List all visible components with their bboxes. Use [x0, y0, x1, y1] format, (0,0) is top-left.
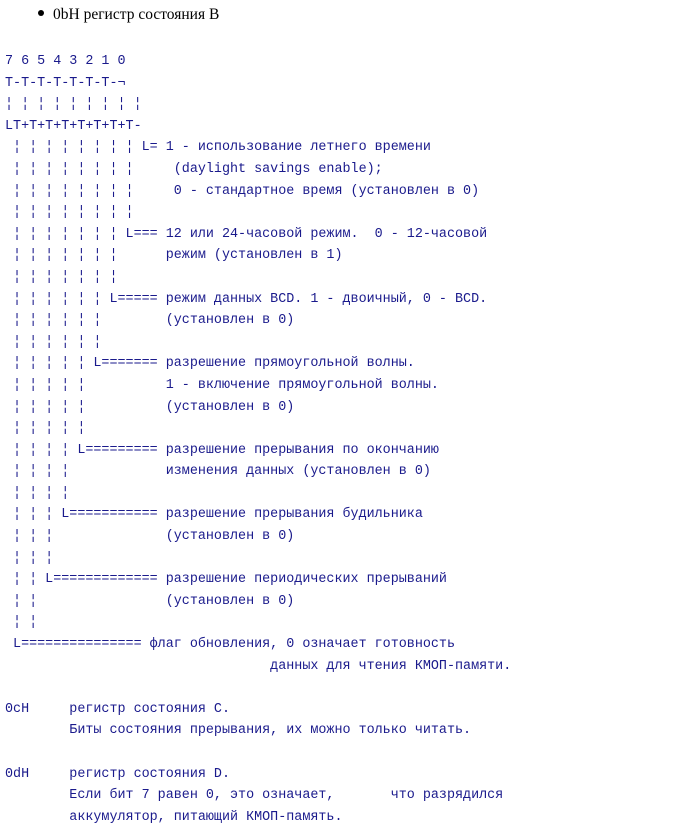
diagram-line: данных для чтения КМОП-памяти. [5, 658, 512, 674]
diagram-line: ¦ ¦ (установлен в 0) [5, 593, 295, 609]
register-b-heading [38, 6, 219, 24]
diagram-line [5, 677, 511, 699]
diagram-line: ¦ ¦ ¦ (установлен в 0) [5, 529, 295, 545]
diagram-line: Если бит 7 равен 0, это означает, что разрядился [5, 788, 504, 804]
diagram-line: T-T-T-T-T-T-T-¬ [5, 75, 126, 91]
diagram-line: LT+T+T+T+T+T+T+T- [5, 118, 142, 134]
diagram-line: 0cH регистр состояния C. [5, 701, 230, 717]
diagram-line: 0dH регистр состояния D. [5, 766, 230, 782]
diagram-line: ¦ ¦ L============= разрешение периодических прерываний [5, 572, 447, 588]
register-b-bit-diagram [5, 51, 511, 828]
diagram-line: ¦ ¦ ¦ ¦ ¦ ¦ ¦ ¦ L= 1 - использование летнего времени [5, 140, 431, 156]
diagram-line: Биты состояния прерывания, их можно только читать. [5, 723, 472, 739]
diagram-line: ¦ ¦ ¦ ¦ ¦ ¦ (установлен в 0) [5, 313, 295, 329]
diagram-line: 7 6 5 4 3 2 1 0 [5, 54, 126, 69]
diagram-line: L=============== флаг обновления, 0 означает готовность [5, 637, 455, 653]
diagram-line: ¦ ¦ ¦ ¦ изменения данных (установлен в 0) [5, 464, 431, 480]
diagram-line: ¦ ¦ ¦ ¦ ¦ ¦ ¦ ¦ 0 - стандартное время (установлен в 0) [5, 183, 480, 199]
diagram-line: ¦ ¦ ¦ [5, 550, 54, 566]
diagram-line: ¦ ¦ ¦ ¦ ¦ ¦ ¦ режим (установлен в 1) [5, 248, 343, 264]
diagram-line: ¦ ¦ ¦ ¦ L========= разрешение прерывания по окончанию [5, 442, 439, 458]
diagram-line: ¦ ¦ ¦ ¦ ¦ ¦ ¦ ¦ ¦ [5, 97, 142, 113]
diagram-line: ¦ ¦ ¦ ¦ ¦ L======= разрешение прямоугольной волны. [5, 356, 415, 372]
diagram-line: ¦ ¦ ¦ ¦ ¦ ¦ ¦ ¦ (daylight savings enable); [5, 161, 383, 177]
diagram-line: ¦ ¦ [5, 615, 38, 631]
diagram-line: ¦ ¦ ¦ L=========== разрешение прерывания будильника [5, 507, 423, 523]
diagram-line: ¦ ¦ ¦ ¦ ¦ ¦ ¦ [5, 269, 118, 285]
bullet-icon [38, 10, 44, 16]
diagram-line: ¦ ¦ ¦ ¦ ¦ ¦ ¦ L=== 12 или 24-часовой режим. 0 - 12-часовой [5, 226, 488, 242]
register-b-heading-text: 0bH регистр состояния B [53, 6, 220, 23]
diagram-line: ¦ ¦ ¦ ¦ ¦ ¦ ¦ ¦ [5, 205, 134, 221]
diagram-line: ¦ ¦ ¦ ¦ ¦ [5, 421, 86, 437]
diagram-line: ¦ ¦ ¦ ¦ ¦ ¦ L===== режим данных BCD. 1 - двоичный, 0 - BCD. [5, 291, 488, 307]
diagram-line: ¦ ¦ ¦ ¦ ¦ (установлен в 0) [5, 399, 295, 415]
diagram-line: ¦ ¦ ¦ ¦ ¦ 1 - включение прямоугольной волны. [5, 377, 439, 393]
diagram-line: ¦ ¦ ¦ ¦ [5, 485, 70, 501]
diagram-line: ¦ ¦ ¦ ¦ ¦ ¦ [5, 334, 102, 350]
diagram-line [5, 742, 511, 764]
diagram-line: аккумулятор, питающий КМОП-память. [5, 809, 343, 825]
